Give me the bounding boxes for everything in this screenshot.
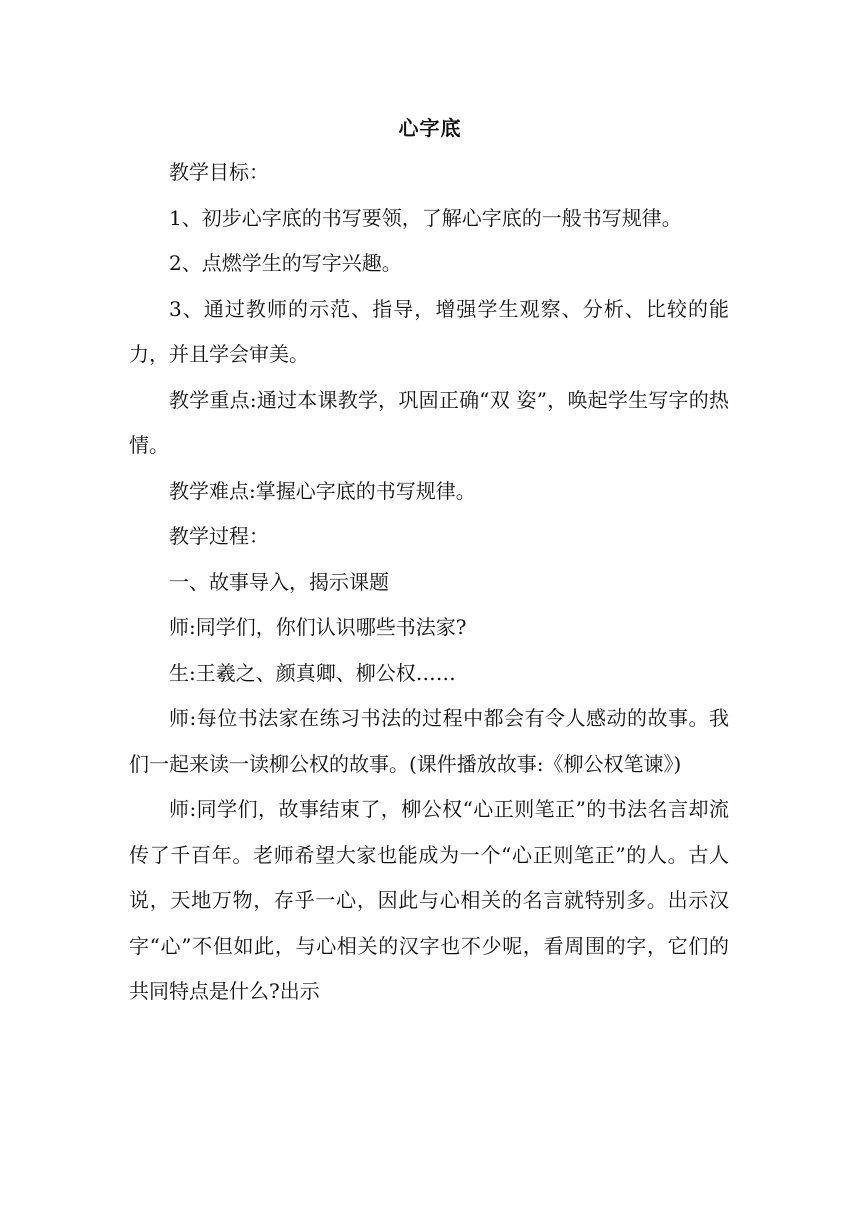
document-body — [129, 150, 729, 1015]
paragraph: 教学过程： — [169, 524, 269, 548]
paragraph: 师:同学们，故事结束了，柳公权“心正则笔正”的书法名言却流传了千百年。老师希望大家也能成为一个“心正则笔正”的人。古人说，天地万物，存乎一心，因此与心相关的名言就特别多。出示汉字“心”不但如此，与心相关的汉字也不少呢，看周围的字，它们的共同特点是什么?出示 — [129, 797, 729, 1003]
document-title: 心字底 — [398, 116, 462, 140]
paragraph: 1、初步心字底的书写要领，了解心字底的一般书写规律。 — [169, 205, 682, 230]
paragraph: 一、故事导入，揭示课题 — [169, 569, 389, 594]
paragraph: 教学重点:通过本课教学，巩固正确“双 姿”，唤起学生写字的热情。 — [129, 387, 729, 457]
paragraph: 教学难点:掌握心字底的书写规律。 — [169, 478, 476, 503]
paragraph: 生:王羲之、颜真卿、柳公权…… — [169, 660, 456, 685]
paragraph: 师:同学们，你们认识哪些书法家? — [169, 615, 467, 639]
paragraph: 教学目标： — [169, 160, 269, 184]
paragraph: 3、通过教师的示范、指导，增强学生观察、分析、比较的能力，并且学会审美。 — [129, 296, 729, 366]
paragraph: 2、点燃学生的写字兴趣。 — [169, 251, 402, 275]
paragraph: 师:每位书法家在练习书法的过程中都会有令人感动的故事。我们一起来读一读柳公权的故事。(课件播放故事:《柳公权笔谏》) — [129, 706, 729, 776]
